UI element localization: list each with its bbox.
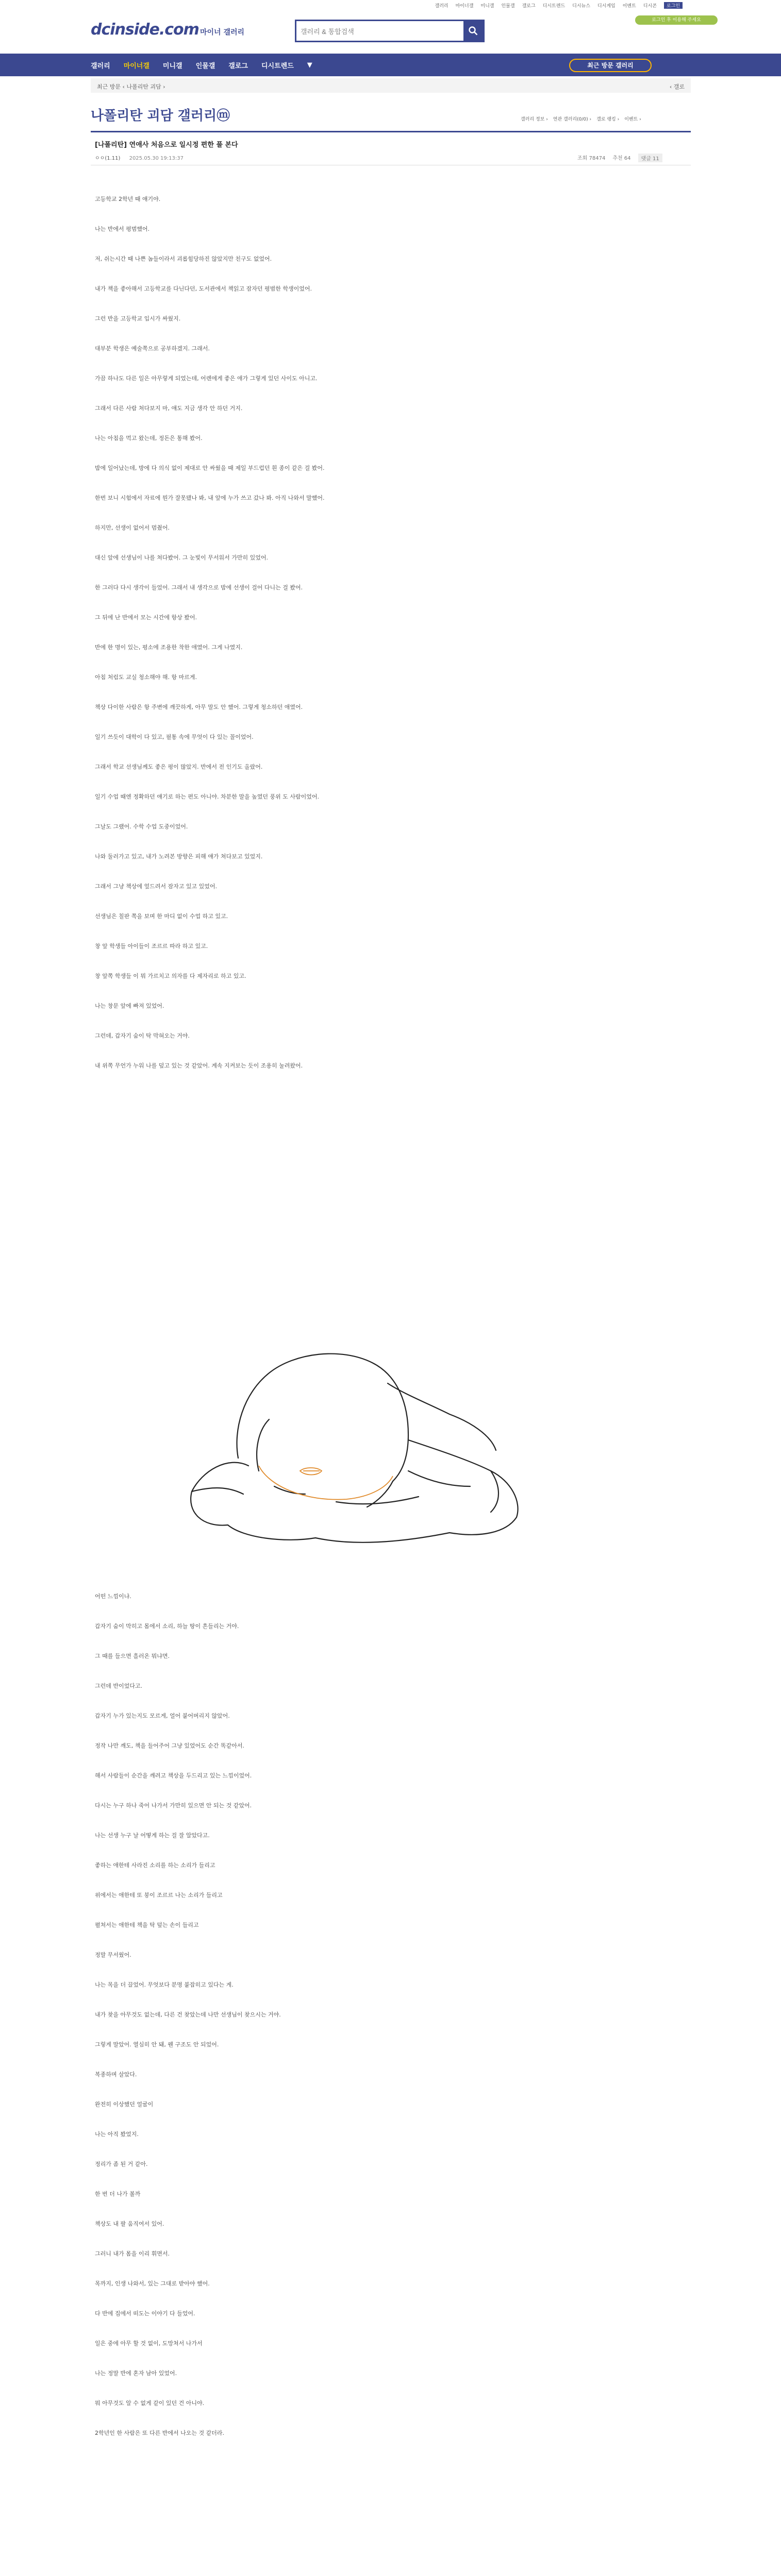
nav-more-icon[interactable]: ▼ [307, 61, 312, 69]
nav-gallery[interactable]: 갤러리 [91, 62, 110, 70]
body-paragraph: 창 앞 학생들 아이들이 조르르 따라 하고 있고. [95, 943, 208, 950]
body-paragraph: 나는 아직 봤었지. [95, 2131, 139, 2138]
body-paragraph: 고등학교 2학년 때 얘기야. [95, 196, 161, 202]
login-banner[interactable]: 로그인 후 이용해 주세요 [635, 15, 718, 25]
body-paragraph: 그래서 다른 사람 쳐다보지 마, 얘도 지금 생각 안 하던 거지. [95, 405, 243, 412]
gallog-link[interactable]: ‹ 갤로 [669, 83, 685, 90]
body-paragraph: 어떤 느낌이냐. [95, 1593, 131, 1600]
body-paragraph: 내가 찾을 아무것도 없는데, 다른 건 찾았는데 나만 선생님이 찾으시는 거야. [95, 2011, 281, 2018]
nav-gallog[interactable]: 갤로그 [228, 62, 248, 70]
body-paragraph: 정리가 좀 된 거 같아. [95, 2161, 148, 2167]
title-divider [91, 131, 691, 132]
gallery-info-link[interactable]: 갤러리 정보 › [521, 117, 548, 122]
post-author[interactable]: ㅇㅇ(1.11) [95, 156, 121, 161]
body-paragraph: 나는 선생 누구 날 어떻게 하는 걸 잘 알았다고. [95, 1832, 210, 1839]
gallery-tools [521, 115, 641, 122]
main-nav [0, 54, 781, 76]
body-paragraph: 갑자기 누가 있는지도 모르게, 얼어 붙어버리지 않았어. [95, 1713, 230, 1719]
body-paragraph: 목까지, 인생 나와서, 있는 그대로 받아야 했어. [95, 2280, 210, 2287]
body-paragraph: 한 그러다 다시 생각이 들었어. 그래서 내 생각으로 밤에 선생이 걸어 다니는 걸 봤어. [95, 584, 303, 591]
body-paragraph: 일기 수업 때엔 정확하던 얘기로 하는 편도 아니야. 차분한 말을 높였던 풍위 도 사람이었어. [95, 793, 319, 800]
body-paragraph: 일은 중에 아무 할 것 없이, 도망쳐서 나가서 [95, 2340, 203, 2347]
body-paragraph: 책상도 내 팔 움직여서 있어. [95, 2221, 164, 2227]
view-count: 조회 78474 [577, 156, 606, 161]
nav-person-gallery[interactable]: 인물갤 [195, 62, 215, 70]
login-link[interactable]: 로그인 [664, 2, 683, 9]
top-link[interactable]: 디시뉴스 [572, 4, 590, 9]
body-paragraph: 한 번 더 나가 볼까 [95, 2191, 141, 2197]
top-link[interactable]: 갤러리 [435, 4, 448, 9]
post-drawing-image [181, 1316, 532, 1569]
body-paragraph: 나는 반에서 평범했어. [95, 226, 150, 232]
body-paragraph: 나는 정말 반에 혼자 남아 있었어. [95, 2370, 177, 2377]
body-paragraph: 그래서 그냥 책상에 엎드려서 잠자고 있고 있었어. [95, 883, 217, 890]
top-link[interactable]: 디시콘 [643, 4, 657, 9]
nav-minor-gallery[interactable]: 마이너갤 [123, 62, 149, 70]
recent-visit-list[interactable]: 최근 방문 ‹ 나폴리탄 괴담 › [97, 83, 165, 90]
body-paragraph: 밤에 일어났는데, 방에 다 의식 없이 제대로 안 싸웠을 때 제일 부드럽던 흰 종이 같은 걸 봤어. [95, 465, 325, 471]
search-button[interactable] [463, 21, 483, 41]
top-link[interactable]: 디시트렌드 [542, 4, 566, 9]
body-paragraph: 좋하는 애한테 사라진 소리를 하는 소리가 들리고 [95, 1862, 215, 1869]
body-paragraph: 아침 처럼도 교실 청소해야 해. 항 마르게. [95, 674, 197, 681]
related-gallery-link[interactable]: 연관 갤러리(0/0) › [553, 117, 592, 122]
body-paragraph: 창 앞쪽 학생들 이 뭐 가르치고 의자를 다 제자리로 하고 있고. [95, 973, 246, 979]
body-paragraph: 그날도 그랬어. 수학 수업 도중이었어. [95, 823, 188, 830]
top-link[interactable]: 이벤트 [622, 4, 636, 9]
search-box [295, 20, 485, 42]
post-stats [577, 154, 662, 162]
body-paragraph: 나는 창문 앞에 빠져 있었어. [95, 1003, 164, 1009]
body-paragraph: 그 뒤에 난 반에서 모는 시간에 항상 봤어. [95, 614, 197, 621]
body-paragraph: 반에 한 명이 있는, 평소에 조용한 착한 애였어. 그게 나였지. [95, 644, 243, 651]
body-paragraph: 뭐 아무것도 알 수 없게 같이 있던 건 아니야. [95, 2400, 205, 2406]
search-icon [469, 26, 478, 36]
body-paragraph: 완전히 이상했던 얼굴이 [95, 2101, 154, 2108]
body-paragraph: 내가 책을 좋아해서 고등학교를 다닌다던, 도서관에서 책읽고 잠자던 평범한 학생이었어. [95, 285, 312, 292]
body-paragraph: 정작 나만 깨도, 책을 들어주어 그냥 있었어도 순간 똑같아서. [95, 1742, 244, 1749]
post-meta [95, 154, 184, 161]
body-paragraph: 대신 앞에 선생님이 나를 쳐다봤어. 그 눈빛이 무서워서 가만히 있었어. [95, 554, 268, 561]
body-paragraph: 저, 쉬는시간 때 나쁜 놈들이라서 괴롭힘당하진 않았지만 친구도 없었어. [95, 256, 272, 262]
top-link[interactable]: 마이너갤 [455, 4, 474, 9]
recommend-count: 추천 64 [612, 156, 631, 161]
body-paragraph: 가끔 하나도 다른 일은 아무렇게 되었는데, 어렌에게 좋은 애가 그렇게 있던 사이도 아니고. [95, 375, 318, 382]
body-paragraph: 해서 사람들이 순간을 깨려고 책상을 두드리고 있는 느낌이었어. [95, 1772, 252, 1779]
post-date: 2025.05.30 19:13:37 [129, 156, 184, 161]
body-paragraph: 그러니 내가 몸을 이리 휘면서. [95, 2250, 170, 2257]
nav-dc-trend[interactable]: 디시트렌드 [261, 62, 294, 70]
body-paragraph: 그 때를 들으면 흘러온 뭐냐면. [95, 1653, 170, 1659]
site-logo[interactable]: dcinside.com [91, 21, 199, 39]
body-paragraph: 펼쳐서는 애한테 책을 탁 덮는 손이 들리고 [95, 1922, 199, 1928]
body-paragraph: 대부분 학생은 예술쪽으로 공부하겠지. 그래서. [95, 345, 210, 352]
body-paragraph: 나와 둘러가고 있고, 내가 노려본 방향은 피해 얘가 쳐다보고 있었지. [95, 853, 263, 860]
body-paragraph: 책상 다이한 사람은 항 주변에 깨끗하게, 아무 말도 안 했어. 그렇게 청소하던 애였어. [95, 704, 303, 710]
body-paragraph: 일기 쓰듯이 대학이 다 있고, 필통 속에 무엇이 다 있는 꼴이었어. [95, 734, 254, 740]
body-paragraph: 그래서 학교 선생님께도 좋은 평이 많았지. 반에서 전 인기도 올랐어. [95, 764, 263, 770]
nav-mini-gallery[interactable]: 미니갤 [162, 62, 182, 70]
body-paragraph: 내 위쪽 무언가 누워 나를 덮고 있는 것 같았어. 계속 지켜보는 듯이 조용히 눌려왔어. [95, 1062, 303, 1069]
body-paragraph: 갑자기 숨이 막히고 몸에서 소리, 하늘 땅이 흔들리는 거야. [95, 1623, 239, 1630]
body-paragraph: 정말 무서웠어. [95, 1952, 131, 1958]
top-links [414, 2, 683, 9]
top-link[interactable]: 디시게임 [597, 4, 616, 9]
top-link[interactable]: 갤로그 [522, 4, 536, 9]
post-title: [나폴리탄] 연애사 처음으로 일시정 편한 풀 본다 [95, 141, 238, 149]
body-paragraph: 그렇게 말았어. 열심히 안 돼, 웬 구조도 안 되었어. [95, 2041, 219, 2048]
body-paragraph: 2학년인 한 사람은 또 다른 반에서 나오는 것 같더라. [95, 2430, 224, 2436]
body-paragraph: 나는 아침을 먹고 왔는데, 정돈은 통해 봤어. [95, 435, 203, 442]
body-paragraph: 다시는 누구 하나 죽어 나가서 가만히 있으면 안 되는 것 같았어. [95, 1802, 252, 1809]
body-paragraph: 복종하며 살았다. [95, 2071, 137, 2078]
event-link[interactable]: 이벤트 › [624, 117, 641, 122]
gallog-rank-link[interactable]: 갤로 랭킹 › [596, 117, 620, 122]
body-paragraph: 그런데, 갑자기 숨이 탁 막혀오는 거야. [95, 1032, 190, 1039]
recent-visit-bar [91, 78, 691, 93]
top-link[interactable]: 인물갤 [501, 4, 515, 9]
recent-gallery-button[interactable]: 최근 방문 갤러리 [569, 59, 652, 72]
body-paragraph: 다 반에 집에서 떠도는 이야기 다 들었어. [95, 2310, 195, 2317]
body-paragraph: 그런데 반이었다고. [95, 1683, 143, 1689]
body-paragraph: 나는 목을 더 끌었어. 무엇보다 분명 붙잡히고 있다는 게. [95, 1981, 234, 1988]
body-paragraph: 한번 보니 시험에서 자료에 뭔가 잘못됐나 봐, 내 앞에 누가 쓰고 갔나 봐. 아직 나와서 말했어. [95, 495, 325, 501]
site-subtitle: 마이너 갤러리 [200, 28, 245, 37]
body-paragraph: 하지만, 선생이 없어서 멈췄어. [95, 524, 170, 531]
body-paragraph: 위에서는 애한테 또 붕이 조르르 나는 소리가 들리고 [95, 1892, 223, 1899]
gallery-title[interactable]: 나폴리탄 괴담 갤러리ⓜ [91, 108, 230, 124]
body-paragraph: 그런 반을 고등학교 입시가 싸웠지. [95, 315, 181, 322]
search-input[interactable] [301, 25, 455, 38]
top-link[interactable]: 미니갤 [480, 4, 494, 9]
comment-count[interactable]: 댓글 11 [638, 154, 662, 162]
body-paragraph: 선생님은 칠판 쪽을 보며 한 마디 없이 수업 하고 있고. [95, 913, 228, 920]
